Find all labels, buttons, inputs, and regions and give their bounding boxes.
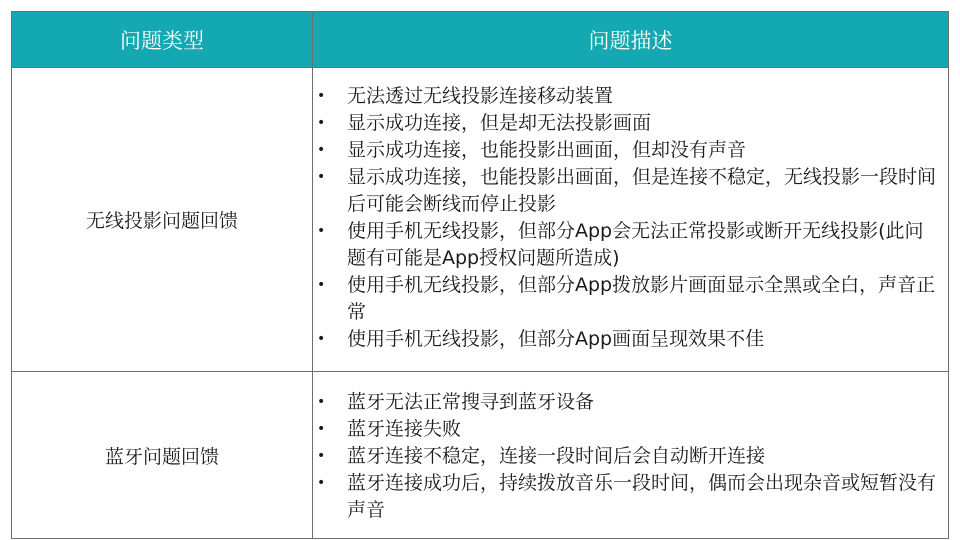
- list-item: [313, 218, 948, 272]
- problem-type-wireless: 无线投影问题回馈: [12, 68, 313, 371]
- table-row: [12, 68, 948, 372]
- bullet-icon: •: [317, 115, 326, 131]
- list-item: [313, 326, 948, 353]
- list-item-text: 无法透过无线投影连接移动装置: [347, 85, 614, 107]
- list-item: [313, 164, 948, 218]
- list-item: [313, 137, 948, 164]
- list-item: [313, 416, 948, 443]
- bullet-icon: •: [317, 223, 326, 239]
- description-list: [313, 372, 948, 524]
- list-item-text: 显示成功连接，但是却无法投影画面: [347, 112, 652, 134]
- list-item-text: 蓝牙连接不稳定，连接一段时间后会自动断开连接: [347, 445, 766, 467]
- bullet-icon: •: [317, 88, 326, 104]
- list-item-text: 使用手机无线投影，但部分App拨放影片画面显示全黑或全白，声音正常: [347, 274, 936, 323]
- bullet-icon: •: [317, 277, 326, 293]
- list-item: [313, 443, 948, 470]
- problem-description-bluetooth: [313, 372, 948, 538]
- bullet-icon: •: [317, 169, 326, 185]
- list-item-text: 蓝牙无法正常搜寻到蓝牙设备: [347, 391, 595, 413]
- header-problem-description: 问题描述: [588, 28, 673, 53]
- table-header-row: [12, 12, 948, 68]
- bullet-icon: •: [317, 421, 326, 437]
- list-item: [313, 272, 948, 326]
- list-item: [313, 83, 948, 110]
- list-item-text: 蓝牙连接成功后，持续拨放音乐一段时间，偶而会出现杂音或短暂没有声音: [347, 472, 937, 521]
- bullet-icon: •: [317, 475, 326, 491]
- bullet-icon: •: [317, 394, 326, 410]
- table-row: [12, 372, 948, 538]
- list-item-text: 使用手机无线投影，但部分App会无法正常投影或断开无线投影(此问题有可能是App授权问题所造成): [347, 220, 924, 269]
- problem-description-wireless: [313, 68, 948, 371]
- bullet-icon: •: [317, 448, 326, 464]
- issue-table: [11, 11, 949, 539]
- bullet-icon: •: [317, 331, 326, 347]
- problem-type-bluetooth: 蓝牙问题回馈: [12, 372, 313, 538]
- header-problem-type: 问题类型: [12, 12, 313, 67]
- list-item-text: 显示成功连接，也能投影出画面，但却没有声音: [347, 139, 747, 161]
- list-item-text: 蓝牙连接失败: [347, 418, 462, 440]
- description-list: [313, 68, 948, 353]
- list-item: [313, 110, 948, 137]
- list-item: [313, 470, 948, 524]
- list-item-text: 显示成功连接，也能投影出画面，但是连接不稳定，无线投影一段时间后可能会断线而停止投影: [347, 166, 937, 215]
- list-item-text: 使用手机无线投影，但部分App画面呈现效果不佳: [347, 328, 765, 350]
- bullet-icon: •: [317, 142, 326, 158]
- list-item: [313, 389, 948, 416]
